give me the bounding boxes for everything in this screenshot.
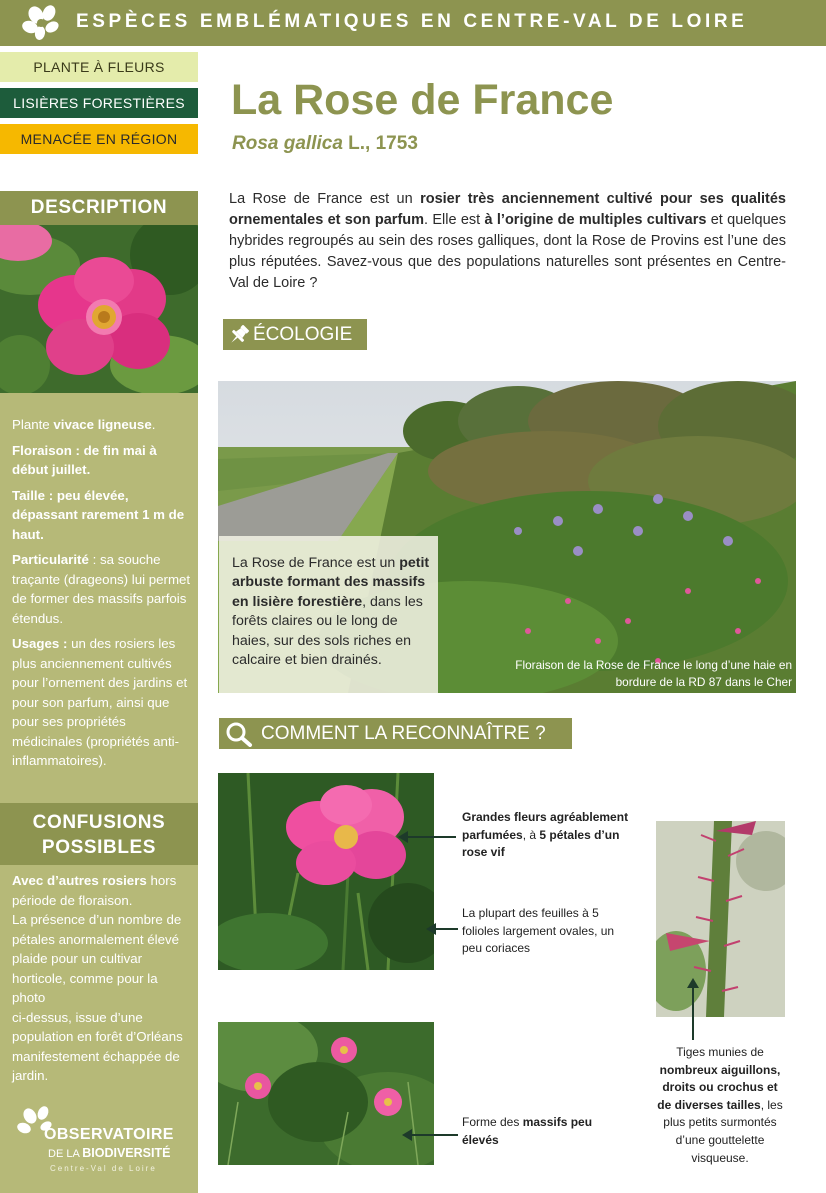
pushpin-icon (227, 322, 252, 347)
leaf-arrow (426, 922, 458, 936)
latin-binomial: Rosa gallica (232, 133, 343, 154)
header-bar (0, 0, 826, 46)
tag-menacee-en-region: MENACÉE EN RÉGION (0, 124, 198, 154)
observatoire-logo: OBSERVATOIRE DE LA BIODIVERSITÉ Centre-Val de Loire (14, 1100, 194, 1180)
stem-thorns-photo (656, 821, 785, 1017)
desc-particularite: Particularité : sa souche traçante (drageons) lui permet de former des massifs parfois étendus. (12, 552, 191, 626)
massif-label: Forme des massifs peu élevés (462, 1115, 593, 1147)
ecologie-heading: ÉCOLOGIE (223, 319, 367, 350)
stem-label: Tiges munies de nombreux aiguillons, droits ou crochus et de diverses tailles, les plus petits surmontés d’une gouttelette visqueuse. (657, 1045, 783, 1165)
confusions-text: Avec d’autres rosiers hors période de floraison. La présence d’un nombre de pétales anormalement élevé plaide pour un cultivar horticole, comme pour la photo ci-dessus, issue d’une population en forêt d’Orléans manifestement échappée de jardin. (12, 873, 183, 1083)
flower-logo-icon (20, 3, 64, 43)
desc-vivace: Plante vivace ligneuse. (12, 417, 156, 432)
intro-paragraph: La Rose de France est un rosier très anciennement cultivé pour ses qualités ornementales et son parfum. Elle est à l’origine de multiples cultivars et quelques hybrides regroupés au sein des roses galliques, dont la Rose de Provins est l’une des plus réputées. Savez-vous que des populations naturelles sont présentes en Centre-Val de Loire ? (229, 191, 786, 291)
ecologie-text-box: La Rose de France est un petit arbuste formant des massifs en lisière forestière, dans les forêts claires ou le long de haies, sur des sols riches en calcaire et bien drainés. (219, 536, 438, 693)
massif-photo (218, 1022, 434, 1165)
stem-arrow (686, 978, 700, 1040)
flower-detail-photo (218, 773, 434, 970)
tag-lisieres-forestieres: LISIÈRES FORESTIÈRES (0, 88, 198, 118)
leaves-label: La plupart des feuilles à 5 folioles largement ovales, un peu coriaces (462, 906, 615, 956)
species-latin-name (232, 133, 418, 155)
desc-usages: Usages : un des rosiers les plus anciennement cultivés pour l’ornement des jardins et pour son parfum, ainsi que pour ses propriétés médicinales (propriétés anti-inflammatoires). (12, 636, 188, 768)
header-title: ESPÈCES EMBLÉMATIQUES EN CENTRE-VAL DE LOIRE (76, 11, 748, 32)
flower-arrow (398, 830, 458, 844)
tag-plante-a-fleurs: PLANTE À FLEURS (0, 52, 198, 82)
ecologie-photo-caption: Floraison de la Rose de France le long d’une haie en bordure de la RD 87 dans le Cher (515, 658, 792, 689)
confusions-heading: CONFUSIONS POSSIBLES (0, 803, 198, 865)
description-heading: DESCRIPTION (0, 191, 198, 225)
flower-label: Grandes fleurs agréablement parfumées, à 5 pétales d’un rose vif (462, 810, 629, 860)
latin-author: L., 1753 (342, 133, 418, 154)
desc-floraison: Floraison : de fin mai à début juillet. (12, 442, 157, 477)
description-text (12, 415, 192, 777)
desc-taille: Taille : peu élevée, dépassant rarement 1 m de haut. (12, 487, 185, 542)
reconnaitre-heading: COMMENT LA RECONNAÎTRE ? (219, 718, 572, 749)
species-title: La Rose de France (231, 76, 614, 124)
rose-closeup-photo (0, 225, 198, 393)
massif-arrow (402, 1128, 458, 1142)
magnifier-icon (225, 721, 253, 747)
